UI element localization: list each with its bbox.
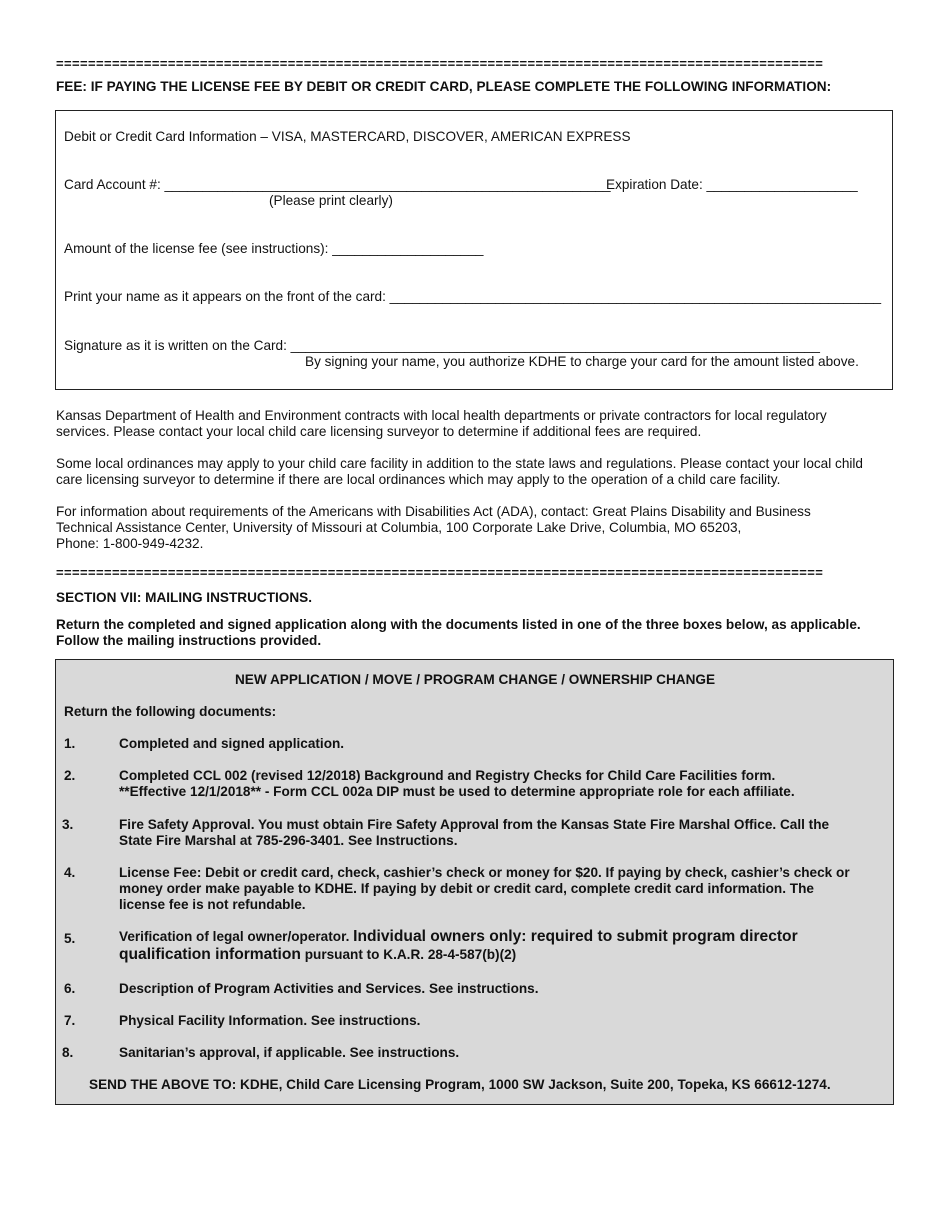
list-item [119,865,850,913]
item-line: Physical Facility Information. See instructions. [119,1013,421,1028]
intro-line: Return the completed and signed application along with the documents listed in one of the three boxes below, as applicable. [56,617,861,632]
send-to-address: SEND THE ABOVE TO: KDHE, Child Care Licensing Program, 1000 SW Jackson, Suite 200, Topeka, KS 66612-1274. [89,1077,831,1092]
signature-field[interactable]: Signature as it is written on the Card: ______________________________________________________________________ [64,338,820,353]
paragraph-line: Some local ordinances may apply to your child care facility in addition to the state laws and regulations. Please contact your local child [56,456,863,471]
item-number: 4. [64,865,76,880]
separator-rule-top: ================================================================================================ [56,58,824,70]
item-number: 1. [64,736,76,751]
list-item [119,817,829,849]
item-line: Individual owners only: required to submit program director [353,928,798,945]
list-item [119,736,344,752]
expiration-date-field[interactable]: Expiration Date: ____________________ [606,177,858,192]
local-ordinances-paragraph [56,456,863,488]
item-line: money order make payable to KDHE. If paying by debit or credit card, complete credit card information. The [119,881,814,896]
paragraph-line: For information about requirements of the Americans with Disabilities Act (ADA), contact: Great Plains Disability and Business [56,504,811,519]
list-item [119,928,798,964]
item-number: 8. [62,1045,74,1060]
separator-rule-middle: ================================================================================================ [56,567,824,579]
item-line: Description of Program Activities and Services. See instructions. [119,981,539,996]
item-line: **Effective 12/1/2018** - Form CCL 002a DIP must be used to determine appropriate role for each affiliate. [119,784,795,799]
list-item [119,1045,459,1061]
card-box-title: Debit or Credit Card Information – VISA, MASTERCARD, DISCOVER, AMERICAN EXPRESS [64,129,631,144]
item-line: pursuant to K.A.R. 28-4-587(b)(2) [304,947,517,962]
paragraph-line: Phone: 1-800-949-4232. [56,536,204,551]
item-number: 3. [62,817,74,832]
item-number: 5. [64,931,76,946]
item-line: State Fire Marshal at 785-296-3401. See Instructions. [119,833,458,848]
item-line: Verification of legal owner/operator. [119,929,350,944]
kdhe-contracts-paragraph [56,408,827,440]
section7-intro [56,617,861,649]
card-account-field[interactable]: Card Account #: ___________________________________________________________ [64,177,611,192]
item-line: Fire Safety Approval. You must obtain Fire Safety Approval from the Kansas State Fire Marshal Office. Call the [119,817,830,832]
fee-heading: FEE: IF PAYING THE LICENSE FEE BY DEBIT OR CREDIT CARD, PLEASE COMPLETE THE FOLLOWING INFORMATION: [56,79,832,94]
paragraph-line: services. Please contact your local child care licensing surveyor to determine if additional fees are required. [56,424,702,439]
mail-box-title: NEW APPLICATION / MOVE / PROGRAM CHANGE / OWNERSHIP CHANGE [234,672,716,687]
list-item [119,1013,420,1029]
item-number: 2. [64,768,76,783]
item-number: 7. [64,1013,76,1028]
paragraph-line: care licensing surveyor to determine if there are local ordinances which may apply to the operation of a child care facility. [56,472,781,487]
print-clearly-note: (Please print clearly) [269,193,393,208]
item-line: qualification information [119,946,301,963]
intro-line: Follow the mailing instructions provided. [56,633,322,648]
item-line: License Fee: Debit or credit card, check, cashier’s check or money for $20. If paying by check, cashier’s check or [119,865,850,880]
item-number: 6. [64,981,76,996]
list-item [119,981,539,997]
return-documents-label: Return the following documents: [64,704,277,719]
paragraph-line: Kansas Department of Health and Environment contracts with local health departments or private contractors for local regulatory [56,408,827,423]
item-line: Sanitarian’s approval, if applicable. See instructions. [119,1045,460,1060]
authorize-note: By signing your name, you authorize KDHE to charge your card for the amount listed above. [305,354,859,369]
item-line: Completed and signed application. [119,736,345,751]
item-line: Completed CCL 002 (revised 12/2018) Background and Registry Checks for Child Care Facilities form. [119,768,776,783]
section7-heading: SECTION VII: MAILING INSTRUCTIONS. [56,590,313,605]
ada-paragraph [56,504,811,552]
license-fee-amount-field[interactable]: Amount of the license fee (see instructions): ____________________ [64,241,484,256]
item-line: license fee is not refundable. [119,897,306,912]
paragraph-line: Technical Assistance Center, University of Missouri at Columbia, 100 Corporate Lake Drive, Columbia, MO 65203, [56,520,742,535]
list-item [119,768,795,800]
cardholder-name-field[interactable]: Print your name as it appears on the front of the card: _________________________________________________________________ [64,289,882,304]
